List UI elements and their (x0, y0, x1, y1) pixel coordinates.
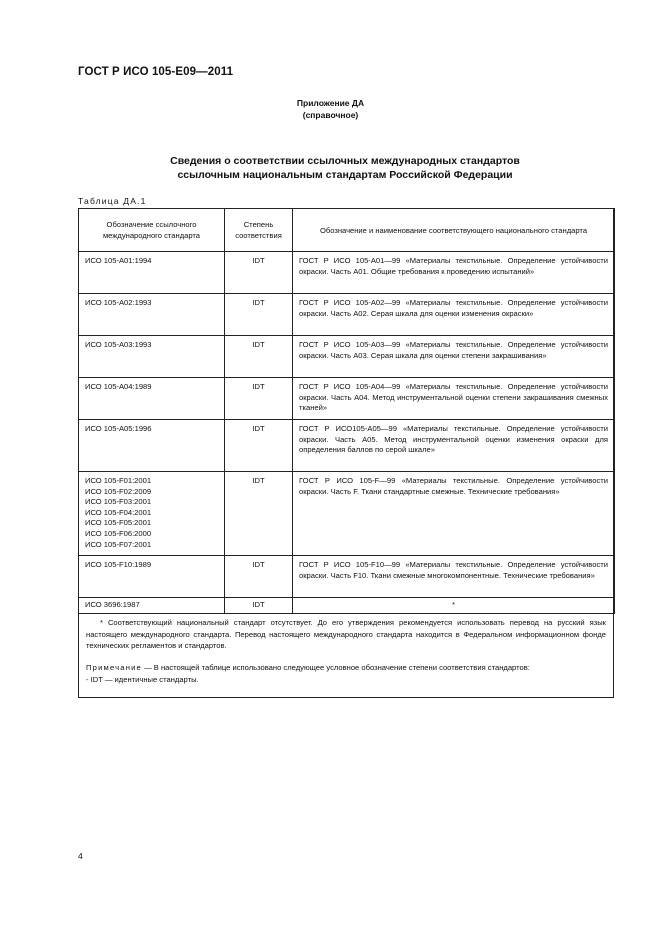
row-degree: IDT (225, 420, 293, 472)
row-international-ref: ИСО 105-F01:2001 ИСО 105-F02:2009 ИСО 105-F03:2001 ИСО 105-F04:2001 ИСО 105-F05:2001 ИСО 105-F06:2000 ИСО 105-F07:2001 (79, 472, 225, 556)
row-national-standard: * (293, 598, 615, 614)
table-note (86, 662, 606, 685)
row-international-ref: ИСО 105-А03:1993 (79, 336, 225, 378)
row-degree: IDT (225, 336, 293, 378)
appendix-title: Приложение ДА (296, 98, 365, 108)
table-row (79, 598, 615, 614)
row-national-standard: ГОСТ Р ИСО 105-F10—99 «Материалы текстильные. Определение устойчивости окраски. Часть F10. Ткани смежные многокомпонентные. Технические требования» (293, 556, 615, 598)
note-label: Примечание (86, 663, 142, 672)
section-title (0, 154, 661, 182)
appendix-heading (0, 97, 661, 121)
row-international-ref: ИСО 105-А02:1993 (79, 294, 225, 336)
table-caption: Таблица ДА.1 (78, 196, 147, 206)
row-degree: IDT (225, 598, 293, 614)
document-id: ГОСТ Р ИСО 105-Е09—2011 (78, 66, 234, 78)
row-degree: IDT (225, 556, 293, 598)
table-row (79, 336, 615, 378)
table-row (79, 556, 615, 598)
row-degree: IDT (225, 472, 293, 556)
row-national-standard: ГОСТ Р ИСО 105-F—99 «Материалы текстильные. Определение устойчивости окраски. Часть F. Ткани стандартные смежные. Технические требования» (293, 472, 615, 556)
section-title-line-1: Сведения о соответствии ссылочных международных стандартов (170, 155, 520, 167)
section-title-line-2: ссылочным национальным стандартам Российской Федерации (177, 169, 513, 181)
table-row (79, 294, 615, 336)
row-national-standard: ГОСТ Р ИСО 105-А04—99 «Материалы текстильные. Определение устойчивости окраски. Часть А04. Метод инструментальной оценки степени закрашивания смежных тканей» (293, 378, 615, 420)
row-degree: IDT (225, 378, 293, 420)
row-international-ref: ИСО 105-F10:1989 (79, 556, 225, 598)
note-item: - IDT — идентичные стандарты. (86, 674, 199, 684)
table-footnote: * Соответствующий национальный стандарт отсутствует. До его утверждения рекомендуется использовать перевод на русский язык настоящего международного стандарта. Перевод настоящего международного стандарта находится в Федеральном информационном фонде технических регламентов и стандартов. (86, 618, 606, 651)
row-national-standard: ГОСТ Р ИСО 105-А01—99 «Материалы текстильные. Определение устойчивости окраски. Часть А01. Общие требования к проведению испытаний» (293, 252, 615, 294)
row-national-standard: ГОСТ Р ИСО 105-А02—99 «Материалы текстильные. Определение устойчивости окраски. Часть А02. Серая шкала для оценки изменения окраски» (293, 294, 615, 336)
table-row (79, 252, 615, 294)
row-national-standard: ГОСТ Р ИСО105-А05—99 «Материалы текстильные. Определение устойчивости окраски. Часть А05. Метод инструментальной оценки изменения окраски для определения баллов по серой шкале» (293, 420, 615, 472)
table-row (79, 378, 615, 420)
header-international-standard: Обозначение ссылочного международного стандарта (79, 209, 225, 252)
row-international-ref: ИСО 105-А01:1994 (79, 252, 225, 294)
appendix-type: (справочное) (302, 110, 359, 120)
row-national-standard: ГОСТ Р ИСО 105-А03—99 «Материалы текстильные. Определение устойчивости окраски. Часть А03. Серая шкала для оценки степени закрашивания» (293, 336, 615, 378)
note-text (86, 662, 606, 674)
row-international-ref: ИСО 105-А05:1996 (79, 420, 225, 472)
table-header-row (79, 209, 615, 252)
row-international-ref: ИСО 3696:1987 (79, 598, 225, 614)
correspondence-table (78, 208, 615, 614)
note-body: — В настоящей таблице использовано следующее условное обозначение степени соответствия стандартов: (141, 663, 530, 672)
table-row (79, 420, 615, 472)
header-degree: Степень соответствия (225, 209, 293, 252)
header-national-standard: Обозначение и наименование соответствующего национального стандарта (293, 209, 615, 252)
row-degree: IDT (225, 252, 293, 294)
page-number: 4 (78, 851, 83, 861)
table-row (79, 472, 615, 556)
row-degree: IDT (225, 294, 293, 336)
row-international-ref: ИСО 105-А04:1989 (79, 378, 225, 420)
